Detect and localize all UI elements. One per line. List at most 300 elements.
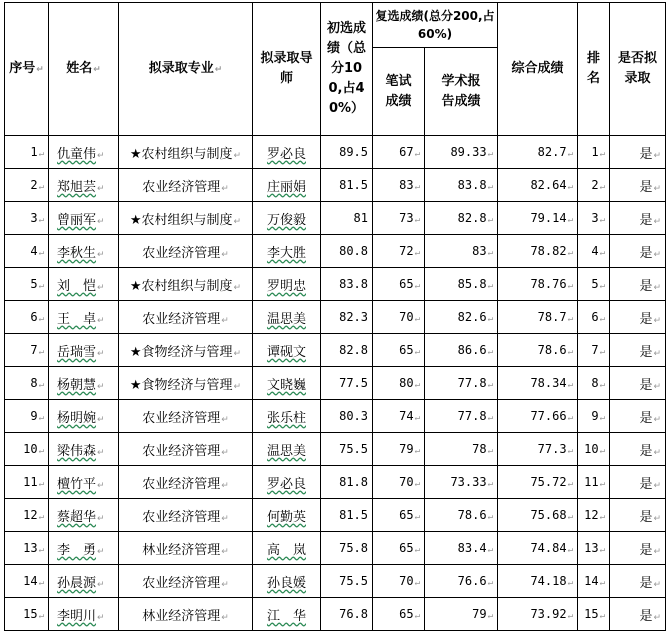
rank-cell — [578, 235, 610, 268]
written-cell — [373, 400, 425, 433]
advisor-cell — [253, 565, 321, 598]
major-cell-text: ★农村组织与制度 — [129, 212, 233, 228]
rank-cell-text: 15 — [584, 607, 599, 621]
paragraph-mark: ↵ — [221, 612, 229, 623]
report-cell-text: 78.6 — [457, 508, 487, 522]
admit-cell-text: 是 — [639, 212, 653, 228]
paragraph-mark: ↵ — [567, 182, 573, 192]
advisor-cell-text: 谭砚文 — [266, 344, 306, 360]
written-cell-text: 83 — [399, 178, 414, 192]
paragraph-mark: ↵ — [414, 215, 420, 225]
total-cell-text: 73.92 — [530, 607, 567, 621]
admit-cell-text: 是 — [639, 509, 653, 525]
rank-cell — [578, 136, 610, 169]
admit-cell — [610, 235, 666, 268]
paragraph-mark: ↵ — [653, 447, 661, 458]
name-cell-text: 李明川 — [57, 608, 97, 624]
name-cell — [49, 301, 119, 334]
total-cell-text: 82.64 — [530, 178, 567, 192]
name-cell — [49, 367, 119, 400]
rank-cell-text: 3 — [591, 211, 599, 225]
total-cell — [498, 400, 578, 433]
rank-cell-text: 8 — [591, 376, 599, 390]
paragraph-mark: ↵ — [97, 447, 105, 458]
advisor-cell-text: 江 华 — [266, 608, 306, 624]
advisor-cell — [253, 268, 321, 301]
paragraph-mark: ↵ — [414, 314, 420, 324]
written-cell-text: 65 — [399, 277, 414, 291]
report-cell — [425, 334, 498, 367]
paragraph-mark: ↵ — [414, 380, 420, 390]
seq-cell-text: 1 — [30, 145, 38, 159]
rank-cell-text: 10 — [584, 442, 599, 456]
table-row — [5, 334, 666, 367]
header-name: 姓名↵ — [49, 3, 119, 136]
paragraph-mark: ↵ — [599, 281, 605, 291]
advisor-cell-text: 罗必良 — [266, 476, 306, 492]
total-cell-text: 78.7 — [537, 310, 567, 324]
prelim-cell-text: 81 — [353, 211, 368, 225]
paragraph-mark: ↵ — [38, 281, 44, 291]
prelim-cell — [321, 202, 373, 235]
name-cell — [49, 598, 119, 631]
admit-cell — [610, 268, 666, 301]
seq-cell-text: 9 — [30, 409, 38, 423]
report-cell-text: 82.8 — [457, 211, 487, 225]
admit-cell-text: 是 — [639, 245, 653, 261]
total-cell-text: 74.84 — [530, 541, 567, 555]
seq-cell — [5, 466, 49, 499]
paragraph-mark: ↵ — [653, 414, 661, 425]
rank-cell-text: 14 — [584, 574, 599, 588]
seq-cell-text: 7 — [30, 343, 38, 357]
written-cell — [373, 565, 425, 598]
report-cell-text: 78 — [472, 442, 487, 456]
paragraph-mark: ↵ — [221, 315, 229, 326]
name-cell — [49, 202, 119, 235]
total-cell — [498, 268, 578, 301]
total-cell-text: 74.18 — [530, 574, 567, 588]
seq-cell-text: 12 — [23, 508, 38, 522]
advisor-cell — [253, 433, 321, 466]
admit-cell — [610, 532, 666, 565]
rank-cell — [578, 334, 610, 367]
admit-cell-text: 是 — [639, 146, 653, 162]
paragraph-mark: ↵ — [653, 249, 661, 260]
table-row — [5, 499, 666, 532]
report-cell-text: 83.8 — [457, 178, 487, 192]
prelim-cell-text: 75.5 — [339, 442, 368, 456]
name-cell — [49, 433, 119, 466]
rank-cell-text: 1 — [591, 145, 599, 159]
paragraph-mark: ↵ — [97, 513, 105, 524]
advisor-cell-text: 罗明忠 — [266, 278, 306, 294]
admit-cell-text: 是 — [639, 575, 653, 591]
name-cell-text: 李 勇 — [57, 542, 97, 558]
paragraph-mark: ↵ — [567, 281, 573, 291]
paragraph-mark: ↵ — [653, 216, 661, 227]
name-cell-text: 刘 恺 — [57, 278, 97, 294]
seq-cell — [5, 499, 49, 532]
admit-cell — [610, 334, 666, 367]
rank-cell — [578, 367, 610, 400]
seq-cell-text: 4 — [30, 244, 38, 258]
admit-cell — [610, 565, 666, 598]
paragraph-mark: ↵ — [97, 612, 105, 623]
advisor-cell — [253, 367, 321, 400]
total-cell-text: 77.3 — [537, 442, 567, 456]
prelim-cell — [321, 499, 373, 532]
report-cell-text: 73.33 — [450, 475, 487, 489]
paragraph-mark: ↵ — [38, 248, 44, 258]
report-cell — [425, 400, 498, 433]
paragraph-mark: ↵ — [567, 248, 573, 258]
advisor-cell-text: 孙良媛 — [266, 575, 306, 591]
seq-cell-text: 3 — [30, 211, 38, 225]
seq-cell-text: 10 — [23, 442, 38, 456]
rank-cell-text: 6 — [591, 310, 599, 324]
total-cell-text: 75.68 — [530, 508, 567, 522]
prelim-cell — [321, 367, 373, 400]
seq-cell — [5, 532, 49, 565]
written-cell — [373, 499, 425, 532]
rank-cell — [578, 268, 610, 301]
advisor-cell — [253, 169, 321, 202]
written-cell-text: 65 — [399, 343, 414, 357]
total-cell-text: 78.34 — [530, 376, 567, 390]
paragraph-mark: ↵ — [487, 479, 493, 489]
paragraph-mark: ↵ — [599, 413, 605, 423]
report-cell-text: 79 — [472, 607, 487, 621]
prelim-cell — [321, 268, 373, 301]
total-cell-text: 79.14 — [530, 211, 567, 225]
rank-cell — [578, 598, 610, 631]
written-cell — [373, 235, 425, 268]
name-cell-text: 杨朝慧 — [57, 377, 97, 393]
paragraph-mark: ↵ — [487, 215, 493, 225]
paragraph-mark: ↵ — [567, 545, 573, 555]
advisor-cell-text: 文晓巍 — [266, 377, 306, 393]
rank-cell-text: 12 — [584, 508, 599, 522]
header-major: 拟录取专业↵ — [119, 3, 253, 136]
rank-cell — [578, 301, 610, 334]
prelim-cell-text: 81.5 — [339, 508, 368, 522]
major-cell-text: 农业经济管理 — [142, 575, 221, 591]
seq-cell — [5, 565, 49, 598]
written-cell — [373, 169, 425, 202]
seq-cell — [5, 202, 49, 235]
report-cell-text: 85.8 — [457, 277, 487, 291]
paragraph-mark: ↵ — [38, 611, 44, 621]
paragraph-mark: ↵ — [487, 248, 493, 258]
admit-cell-text: 是 — [639, 344, 653, 360]
major-cell — [119, 136, 253, 169]
seq-cell-text: 5 — [30, 277, 38, 291]
seq-cell-text: 2 — [30, 178, 38, 192]
admit-cell-text: 是 — [639, 542, 653, 558]
table-row — [5, 598, 666, 631]
paragraph-mark: ↵ — [221, 447, 229, 458]
major-cell-text: 农业经济管理 — [142, 311, 221, 327]
major-cell — [119, 499, 253, 532]
major-cell-text: 农业经济管理 — [142, 245, 221, 261]
report-cell-text: 89.33 — [450, 145, 487, 159]
major-cell — [119, 301, 253, 334]
seq-cell — [5, 367, 49, 400]
seq-cell — [5, 235, 49, 268]
paragraph-mark: ↵ — [97, 282, 105, 293]
header-admit: 是否拟录取 — [610, 3, 666, 136]
report-cell — [425, 466, 498, 499]
table-body — [5, 136, 666, 631]
report-cell — [425, 433, 498, 466]
paragraph-mark: ↵ — [233, 381, 242, 392]
major-cell — [119, 400, 253, 433]
paragraph-mark: ↵ — [38, 314, 44, 324]
prelim-cell-text: 80.8 — [339, 244, 368, 258]
paragraph-mark: ↵ — [599, 512, 605, 522]
paragraph-mark: ↵ — [97, 150, 105, 161]
rank-cell-text: 9 — [591, 409, 599, 423]
header-retest-group: 复选成绩(总分200,占60%) — [373, 3, 498, 48]
major-cell — [119, 202, 253, 235]
paragraph-mark: ↵ — [567, 479, 573, 489]
name-cell-text: 岳瑞雪 — [57, 344, 97, 360]
paragraph-mark: ↵ — [567, 512, 573, 522]
seq-cell-text: 14 — [23, 574, 38, 588]
prelim-cell — [321, 235, 373, 268]
paragraph-mark: ↵ — [414, 149, 420, 159]
paragraph-mark: ↵ — [599, 545, 605, 555]
admit-cell — [610, 400, 666, 433]
admit-cell-text: 是 — [639, 476, 653, 492]
paragraph-mark: ↵ — [567, 578, 573, 588]
admit-cell — [610, 367, 666, 400]
paragraph-mark: ↵ — [599, 380, 605, 390]
table-row — [5, 136, 666, 169]
name-cell — [49, 466, 119, 499]
name-cell-text: 李秋生 — [57, 245, 97, 261]
total-cell — [498, 367, 578, 400]
paragraph-mark: ↵ — [487, 347, 493, 357]
admit-cell — [610, 136, 666, 169]
paragraph-mark: ↵ — [97, 315, 105, 326]
advisor-cell — [253, 334, 321, 367]
total-cell — [498, 532, 578, 565]
prelim-cell — [321, 169, 373, 202]
name-cell-text: 杨明婉 — [57, 410, 97, 426]
paragraph-mark: ↵ — [414, 479, 420, 489]
total-cell — [498, 301, 578, 334]
major-cell — [119, 334, 253, 367]
advisor-cell-text: 庄丽娟 — [266, 179, 306, 195]
admission-table — [4, 2, 666, 631]
admit-cell-text: 是 — [639, 311, 653, 327]
paragraph-mark: ↵ — [97, 216, 105, 227]
major-cell — [119, 565, 253, 598]
prelim-cell — [321, 598, 373, 631]
paragraph-mark: ↵ — [38, 578, 44, 588]
rank-cell — [578, 433, 610, 466]
name-cell-text: 郑旭芸 — [57, 179, 97, 195]
paragraph-mark: ↵ — [414, 578, 420, 588]
paragraph-mark: ↵ — [653, 150, 661, 161]
major-cell-text: ★食物经济与管理 — [129, 377, 233, 393]
paragraph-mark: ↵ — [599, 578, 605, 588]
major-cell-text: ★农村组织与制度 — [129, 146, 233, 162]
table-row — [5, 433, 666, 466]
report-cell-text: 77.8 — [457, 409, 487, 423]
paragraph-mark: ↵ — [233, 150, 242, 161]
table-row — [5, 268, 666, 301]
major-cell-text: 农业经济管理 — [142, 476, 221, 492]
written-cell-text: 79 — [399, 442, 414, 456]
paragraph-mark: ↵ — [487, 611, 493, 621]
rank-cell — [578, 565, 610, 598]
table-row — [5, 400, 666, 433]
total-cell — [498, 499, 578, 532]
paragraph-mark: ↵ — [414, 611, 420, 621]
written-cell — [373, 136, 425, 169]
admit-cell — [610, 169, 666, 202]
report-cell — [425, 367, 498, 400]
table-row — [5, 202, 666, 235]
report-cell — [425, 301, 498, 334]
advisor-cell-text: 温思美 — [266, 443, 306, 459]
written-cell-text: 65 — [399, 508, 414, 522]
paragraph-mark: ↵ — [38, 347, 44, 357]
prelim-cell-text: 75.5 — [339, 574, 368, 588]
paragraph-mark: ↵ — [38, 446, 44, 456]
seq-cell — [5, 400, 49, 433]
written-cell-text: 67 — [399, 145, 414, 159]
header-written: 笔试成绩 — [373, 48, 425, 136]
seq-cell-text: 15 — [23, 607, 38, 621]
paragraph-mark: ↵ — [567, 215, 573, 225]
paragraph-mark: ↵ — [233, 282, 242, 293]
prelim-cell-text: 81.8 — [339, 475, 368, 489]
table-row — [5, 301, 666, 334]
header-report: 学术报告成绩 — [425, 48, 498, 136]
paragraph-mark: ↵ — [97, 249, 105, 260]
paragraph-mark: ↵ — [567, 347, 573, 357]
paragraph-mark: ↵ — [487, 578, 493, 588]
paragraph-mark: ↵ — [221, 183, 229, 194]
paragraph-mark: ↵ — [653, 546, 661, 557]
paragraph-mark: ↵ — [487, 512, 493, 522]
total-cell-text: 77.66 — [530, 409, 567, 423]
paragraph-mark: ↵ — [653, 315, 661, 326]
paragraph-mark: ↵ — [414, 413, 420, 423]
written-cell-text: 73 — [399, 211, 414, 225]
paragraph-mark: ↵ — [487, 281, 493, 291]
paragraph-mark: ↵ — [38, 380, 44, 390]
total-cell — [498, 136, 578, 169]
paragraph-mark: ↵ — [221, 480, 229, 491]
total-cell — [498, 235, 578, 268]
name-cell — [49, 136, 119, 169]
total-cell-text: 78.76 — [530, 277, 567, 291]
admit-cell-text: 是 — [639, 278, 653, 294]
paragraph-mark: ↵ — [221, 546, 229, 557]
seq-cell — [5, 433, 49, 466]
paragraph-mark: ↵ — [233, 348, 242, 359]
prelim-cell — [321, 301, 373, 334]
rank-cell — [578, 400, 610, 433]
name-cell — [49, 169, 119, 202]
rank-cell-text: 2 — [591, 178, 599, 192]
major-cell — [119, 532, 253, 565]
paragraph-mark: ↵ — [487, 446, 493, 456]
admit-cell — [610, 499, 666, 532]
admit-cell-text: 是 — [639, 410, 653, 426]
written-cell — [373, 532, 425, 565]
report-cell — [425, 598, 498, 631]
name-cell — [49, 334, 119, 367]
paragraph-mark: ↵ — [97, 381, 105, 392]
table-row — [5, 235, 666, 268]
rank-cell — [578, 466, 610, 499]
table-row — [5, 367, 666, 400]
header-prelim: 初选成绩（总分100,占40%） — [321, 3, 373, 136]
paragraph-mark: ↵ — [653, 513, 661, 524]
total-cell — [498, 334, 578, 367]
advisor-cell — [253, 202, 321, 235]
admit-cell — [610, 433, 666, 466]
seq-cell-text: 11 — [23, 475, 38, 489]
paragraph-mark: ↵ — [38, 215, 44, 225]
paragraph-mark: ↵ — [38, 545, 44, 555]
advisor-cell-text: 高 岚 — [266, 542, 306, 558]
seq-cell — [5, 169, 49, 202]
major-cell-text: 农业经济管理 — [142, 443, 221, 459]
total-cell-text: 75.72 — [530, 475, 567, 489]
advisor-cell — [253, 136, 321, 169]
paragraph-mark: ↵ — [653, 612, 661, 623]
prelim-cell — [321, 136, 373, 169]
admit-cell-text: 是 — [639, 443, 653, 459]
paragraph-mark: ↵ — [653, 282, 661, 293]
written-cell-text: 65 — [399, 607, 414, 621]
name-cell-text: 曾丽军 — [57, 212, 97, 228]
prelim-cell-text: 82.3 — [339, 310, 368, 324]
name-cell-text: 梁伟森 — [57, 443, 97, 459]
name-cell-text: 王 卓 — [57, 311, 97, 327]
paragraph-mark: ↵ — [97, 480, 105, 491]
total-cell-text: 78.82 — [530, 244, 567, 258]
written-cell — [373, 268, 425, 301]
advisor-cell — [253, 598, 321, 631]
paragraph-mark: ↵ — [567, 611, 573, 621]
admit-cell-text: 是 — [639, 377, 653, 393]
major-cell-text: 林业经济管理 — [142, 542, 221, 558]
total-cell-text: 82.7 — [537, 145, 567, 159]
major-cell — [119, 433, 253, 466]
report-cell — [425, 169, 498, 202]
paragraph-mark: ↵ — [38, 479, 44, 489]
header-rank: 排名 — [578, 3, 610, 136]
paragraph-mark: ↵ — [599, 446, 605, 456]
report-cell — [425, 499, 498, 532]
major-cell — [119, 268, 253, 301]
paragraph-mark: ↵ — [487, 182, 493, 192]
header-total: 综合成绩 — [498, 3, 578, 136]
advisor-cell-text: 万俊毅 — [266, 212, 306, 228]
prelim-cell-text: 76.8 — [339, 607, 368, 621]
report-cell — [425, 235, 498, 268]
paragraph-mark: ↵ — [233, 216, 242, 227]
total-cell — [498, 202, 578, 235]
